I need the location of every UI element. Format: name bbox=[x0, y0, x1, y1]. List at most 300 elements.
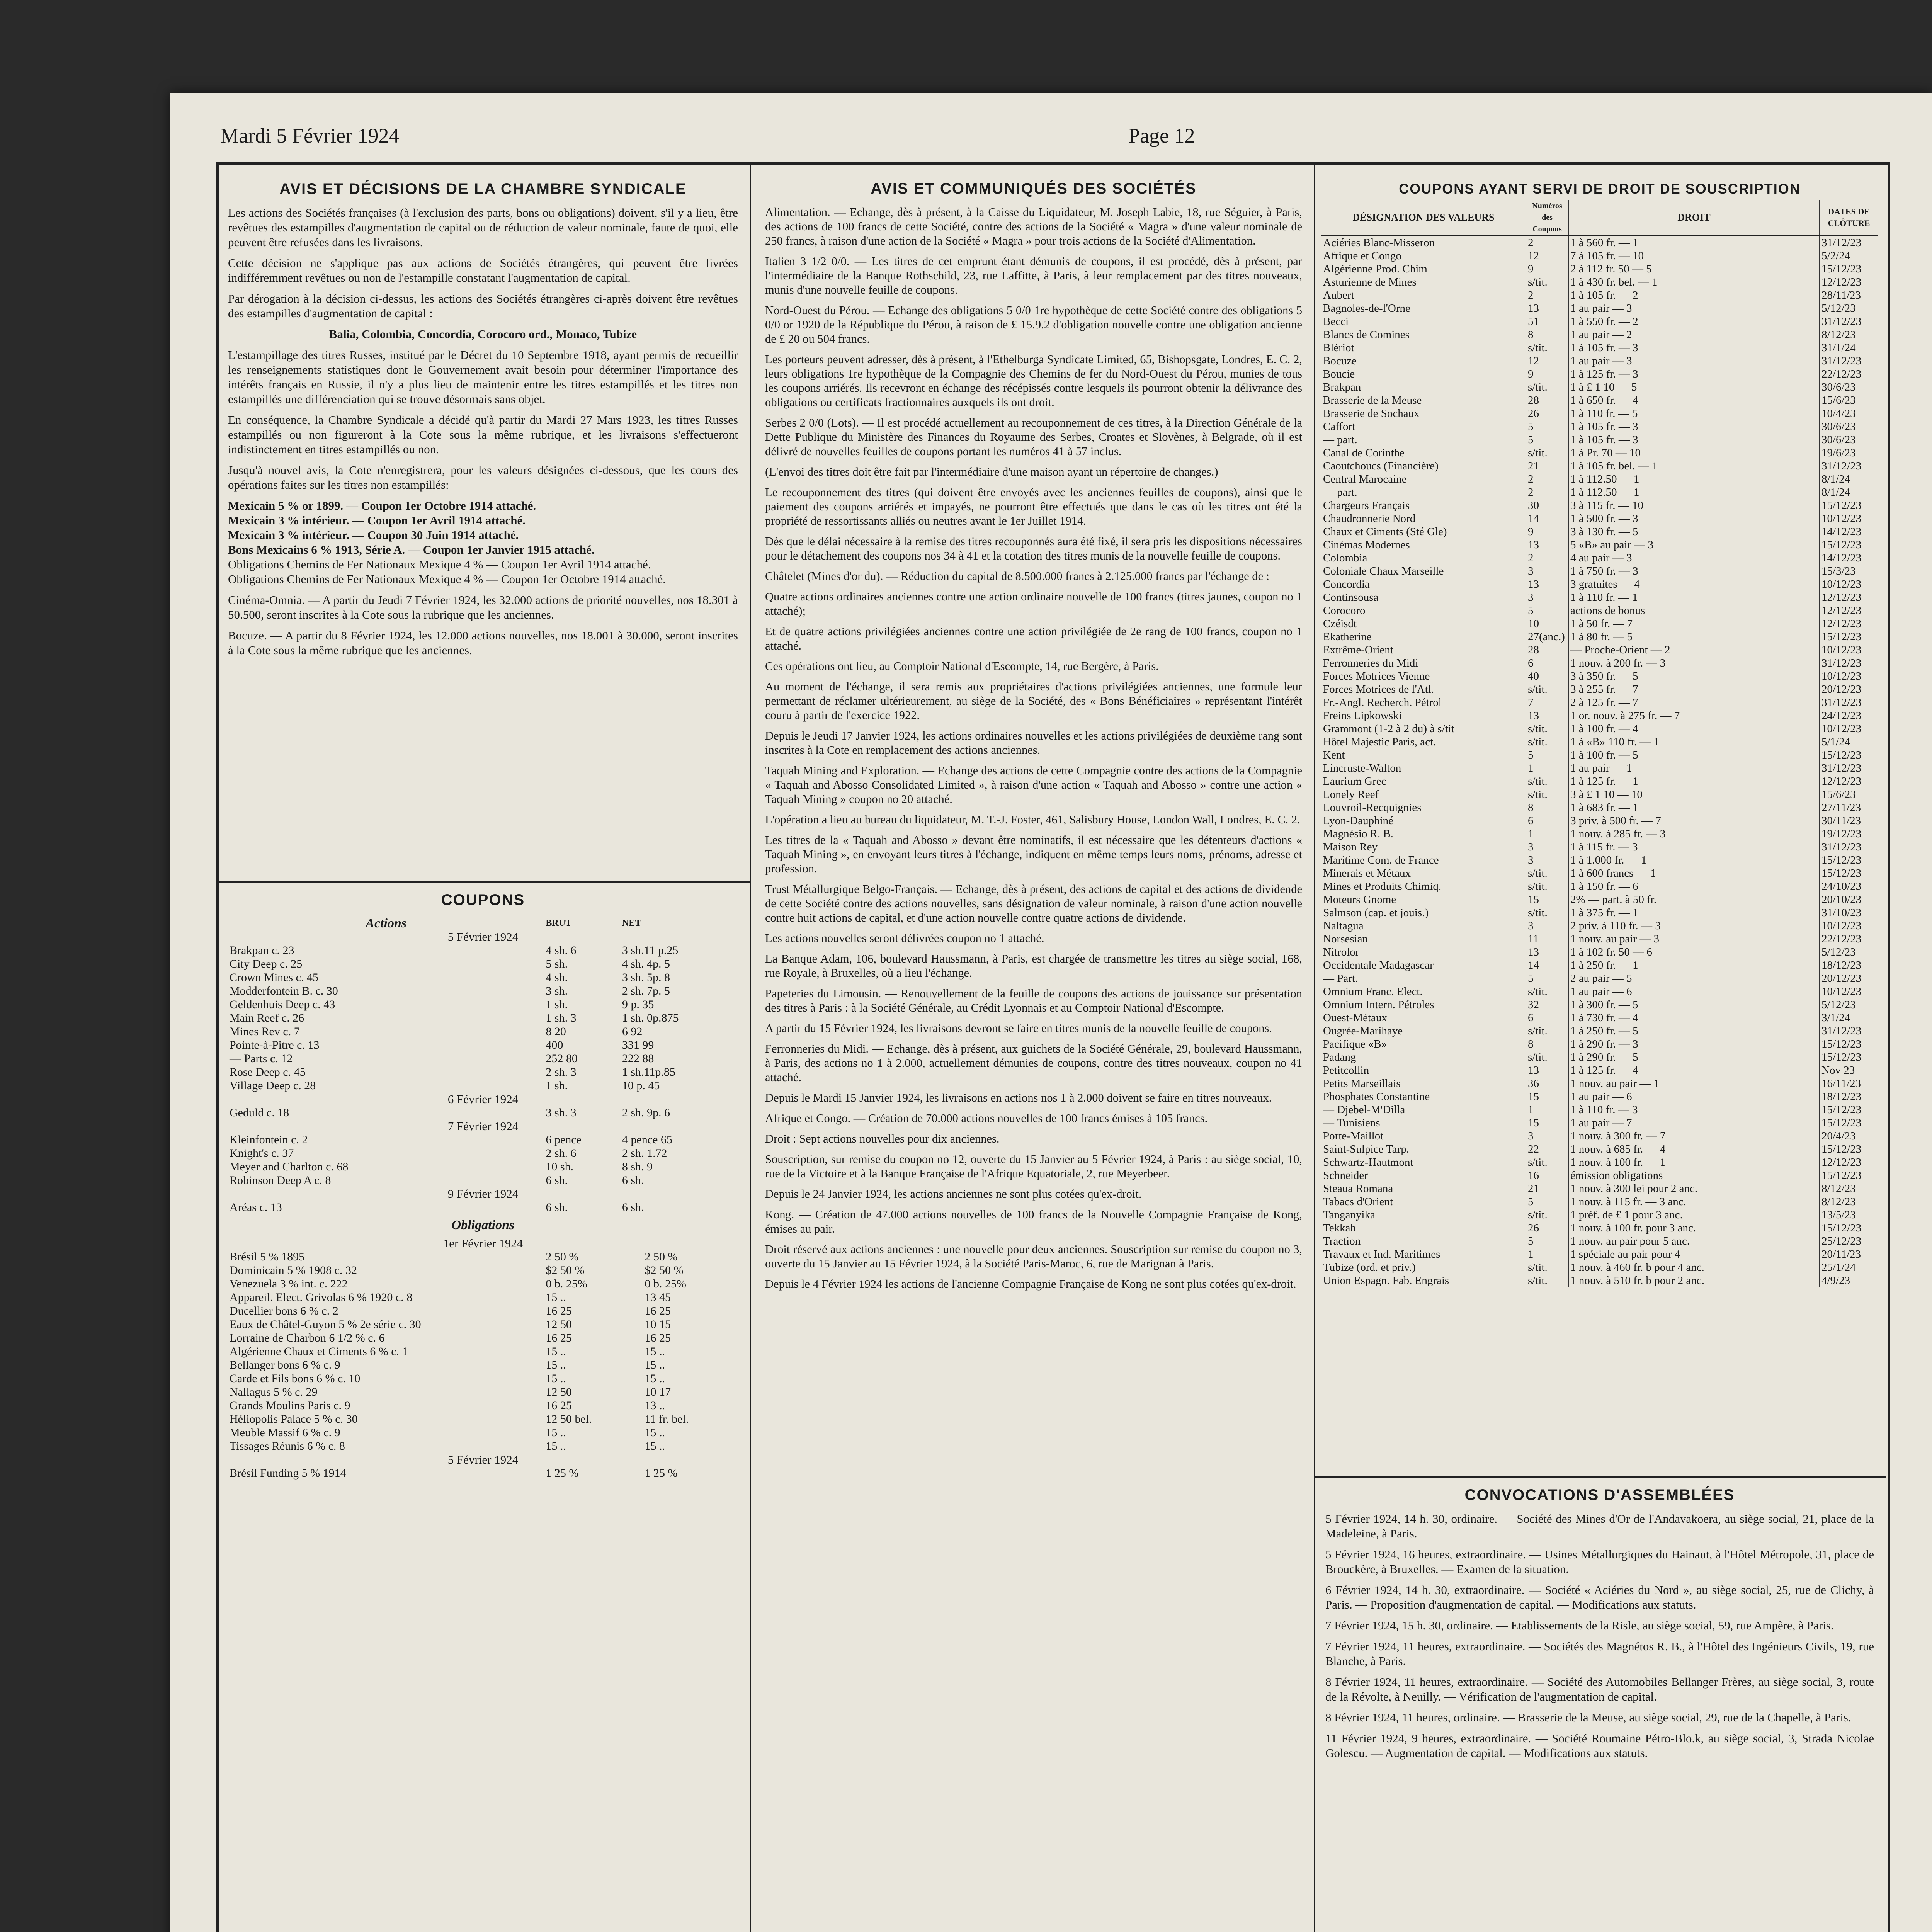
convocation-paragraph: 11 Février 1924, 9 heures, extraordinaire. — Société Roumaine Pétro-Blo.k, au siège social, 3, Strada Nicolae Golescu. — Augmentation de capital. — Modifications aux statuts. bbox=[1325, 1731, 1874, 1760]
souscription-valeur: Becci bbox=[1321, 315, 1526, 328]
coupon-row bbox=[228, 1025, 738, 1038]
souscription-valeur: Porte-Maillot bbox=[1321, 1129, 1526, 1143]
souscription-droit: 1 à 110 fr. — 5 bbox=[1568, 407, 1820, 420]
souscription-valeur: Brakpan bbox=[1321, 381, 1526, 394]
souscription-table bbox=[1321, 200, 1878, 1287]
oblig-row bbox=[228, 1412, 738, 1426]
souscription-valeur: Laurium Grec bbox=[1321, 775, 1526, 788]
oblig-name: Eaux de Châtel-Guyon 5 % 2e série c. 30 bbox=[230, 1318, 421, 1331]
chambre-para: Obligations Chemins de Fer Nationaux Mexique 4 % — Coupon 1er Octobre 1914 attaché. bbox=[228, 572, 666, 586]
coupon-brut: 5 sh. bbox=[546, 957, 568, 970]
souscription-date: 10/12/23 bbox=[1821, 578, 1862, 590]
convocation-paragraph: 5 Février 1924, 16 heures, extraordinaire. — Usines Métallurgiques du Hainaut, à l'Hôtel Métropole, 31, place de Brouckère, à Bruxelles. — Examen de la situation. bbox=[1325, 1548, 1874, 1576]
convocations-paragraphs bbox=[1325, 1512, 1874, 1760]
souscription-row bbox=[1321, 499, 1878, 512]
coupon-row bbox=[228, 1160, 738, 1173]
coupon-brut: 4 sh. bbox=[546, 971, 568, 984]
oblig-brut: 12 50 bbox=[546, 1386, 572, 1398]
souscription-valeur: Blériot bbox=[1321, 341, 1526, 354]
chambre-syndicale-section bbox=[228, 178, 738, 873]
avis-paragraph: Taquah Mining and Exploration. — Echange des actions de cette Compagnie contre des actions de la Compagnie « Taquah and Abosso Consolidated Limited », à raison d'une action « Taquah and Abosso » contre une action « Taquah Mining » coupon no 20 attaché. bbox=[765, 764, 1302, 806]
oblig-brut: 1 25 % bbox=[546, 1467, 579, 1480]
souscription-droit: 3 à 115 fr. — 10 bbox=[1568, 499, 1820, 512]
chambre-para: Cette décision ne s'applique pas aux actions de Sociétés étrangères, qui peuvent être livrées indifféremment revêtues ou non de l'estampille constatant l'augmentation de capital. bbox=[228, 256, 738, 284]
souscription-droit: 3 priv. à 500 fr. — 7 bbox=[1568, 814, 1820, 827]
souscription-coupon: 26 bbox=[1526, 1221, 1568, 1235]
souscription-row bbox=[1321, 1103, 1878, 1116]
souscription-coupon: 8 bbox=[1526, 328, 1568, 341]
souscription-valeur: Schwartz-Hautmont bbox=[1321, 1156, 1526, 1169]
souscription-row bbox=[1321, 998, 1878, 1011]
souscription-coupon: 10 bbox=[1526, 617, 1568, 630]
coupon-row bbox=[228, 1201, 738, 1214]
souscription-droit: 1 préf. de £ 1 pour 3 anc. bbox=[1568, 1208, 1820, 1221]
souscription-droit: 1 à 300 fr. — 5 bbox=[1568, 998, 1820, 1011]
actions-label: Actions bbox=[366, 917, 407, 930]
souscription-valeur: Aubert bbox=[1321, 289, 1526, 302]
oblig-row bbox=[228, 1250, 738, 1264]
souscription-row bbox=[1321, 236, 1878, 250]
souscription-row bbox=[1321, 1195, 1878, 1208]
souscription-coupon: s/tit. bbox=[1526, 381, 1568, 394]
souscription-valeur: Maritime Com. de France bbox=[1321, 854, 1526, 867]
souscription-coupon: 9 bbox=[1526, 262, 1568, 276]
souscription-coupon: 1 bbox=[1526, 1248, 1568, 1261]
souscription-date: 12/12/23 bbox=[1821, 617, 1862, 630]
oblig-row bbox=[228, 1466, 738, 1480]
souscription-valeur: — Part. bbox=[1321, 972, 1526, 985]
souscription-coupon: 2 bbox=[1526, 551, 1568, 565]
avis-paragraph: (L'envoi des titres doit être fait par l'intermédiaire d'une maison ayant un répertoire de changes.) bbox=[765, 465, 1218, 478]
column-rule-2 bbox=[1314, 165, 1315, 1932]
souscription-date: 8/1/24 bbox=[1821, 486, 1850, 498]
souscription-coupon: 30 bbox=[1526, 499, 1568, 512]
souscription-droit: 1 nouv. à 685 fr. — 4 bbox=[1568, 1143, 1820, 1156]
coupon-date-row bbox=[228, 1187, 738, 1201]
convocation-paragraph: 6 Février 1924, 14 h. 30, extraordinaire. — Société « Aciéries du Nord », au siège social, 25, rue de Clichy, à Paris. — Proposition d'augmentation de capital. — Modifications aux statuts. bbox=[1325, 1583, 1874, 1611]
souscription-droit: 1 à 250 fr. — 5 bbox=[1568, 1024, 1820, 1037]
souscription-valeur: Cinémas Modernes bbox=[1321, 538, 1526, 551]
coupons-obligations-table bbox=[228, 1236, 738, 1480]
souscription-droit: 1 nouv. au pair — 1 bbox=[1568, 1077, 1820, 1090]
souscription-row bbox=[1321, 893, 1878, 906]
souscription-valeur: Afrique et Congo bbox=[1321, 249, 1526, 262]
souscription-droit: 1 au pair — 2 bbox=[1568, 328, 1820, 341]
souscription-date: 31/12/23 bbox=[1821, 236, 1862, 249]
souscription-row bbox=[1321, 578, 1878, 591]
coupon-name: Brakpan c. 23 bbox=[230, 944, 294, 957]
avis-paragraph: Italien 3 1/2 0/0. — Les titres de cet emprunt étant démunis de coupons, il est procédé, dès à présent, par l'intermédiaire de la Banque Rothschild, 23, rue Laffitte, à Paris, à leur remplacement par des titres nouveaux, munis d'une nouvelle feuille de coupons. bbox=[765, 255, 1302, 296]
oblig-net: 0 b. 25% bbox=[645, 1277, 686, 1290]
coupon-name: Mines Rev c. 7 bbox=[230, 1025, 300, 1038]
souscription-valeur: Saint-Sulpice Tarp. bbox=[1321, 1143, 1526, 1156]
souscription-valeur: Concordia bbox=[1321, 578, 1526, 591]
coupon-net: 9 p. 35 bbox=[622, 998, 654, 1011]
souscription-date: 15/12/23 bbox=[1821, 1169, 1862, 1182]
souscription-row bbox=[1321, 262, 1878, 276]
souscription-valeur: Asturienne de Mines bbox=[1321, 276, 1526, 289]
souscription-valeur: Ferronneries du Midi bbox=[1321, 656, 1526, 670]
souscription-date: 5/12/23 bbox=[1821, 998, 1856, 1011]
souscription-valeur: Grammont (1-2 à 2 du) à s/tit bbox=[1321, 722, 1526, 735]
souscription-date: 12/12/23 bbox=[1821, 1156, 1862, 1168]
oblig-name: Carde et Fils bons 6 % c. 10 bbox=[230, 1372, 361, 1385]
souscription-coupon: s/tit. bbox=[1526, 735, 1568, 748]
souscription-date: 20/12/23 bbox=[1821, 972, 1862, 985]
souscription-valeur: Lyon-Dauphiné bbox=[1321, 814, 1526, 827]
souscription-droit: 1 nouv. à 100 fr. pour 3 anc. bbox=[1568, 1221, 1820, 1235]
avis-paragraph: Le recouponnement des titres (qui doivent être envoyés avec les anciennes feuilles de coupons), ainsi que le paiement des coupons arriérés et impayés, ne pourront être effectués que dans le cas où les titres ont été la propriété de ressortissants alliés ou neutres avant le 1er Juillet 1914. bbox=[765, 486, 1302, 527]
souscription-coupon: 5 bbox=[1526, 433, 1568, 446]
coupon-brut: 1 sh. 3 bbox=[546, 1012, 577, 1024]
oblig-net: 10 15 bbox=[645, 1318, 671, 1331]
souscription-coupon: s/tit. bbox=[1526, 722, 1568, 735]
oblig-name: Bellanger bons 6 % c. 9 bbox=[230, 1359, 340, 1371]
coupon-net: 2 sh. 1.72 bbox=[622, 1147, 667, 1160]
souscription-date: 15/6/23 bbox=[1821, 788, 1856, 801]
souscription-row bbox=[1321, 1129, 1878, 1143]
souscription-valeur: Kent bbox=[1321, 748, 1526, 762]
souscription-row bbox=[1321, 591, 1878, 604]
oblig-date: 5 Février 1924 bbox=[447, 1453, 519, 1466]
oblig-net: 13 45 bbox=[645, 1291, 671, 1304]
souscription-coupon: 22 bbox=[1526, 1143, 1568, 1156]
oblig-net: 15 .. bbox=[645, 1426, 665, 1439]
souscription-droit: 1 à 112.50 — 1 bbox=[1568, 473, 1820, 486]
souscription-row bbox=[1321, 867, 1878, 880]
souscription-date: 8/12/23 bbox=[1821, 1182, 1856, 1195]
coupon-net: 2 sh. 7p. 5 bbox=[622, 985, 670, 997]
coupon-brut: 1 sh. bbox=[546, 998, 568, 1011]
souscription-row bbox=[1321, 1077, 1878, 1090]
souscription-droit: 1 au pair — 1 bbox=[1568, 762, 1820, 775]
convocation-paragraph: 8 Février 1924, 11 heures, extraordinaire. — Société des Automobiles Bellanger Frères, au siège social, 3, route de la Révolte, à Neuilly. — Vérification de l'augmentation de capital. bbox=[1325, 1675, 1874, 1703]
souscription-row bbox=[1321, 381, 1878, 394]
souscription-row bbox=[1321, 722, 1878, 735]
coupons-section bbox=[228, 889, 738, 1932]
souscription-coupon: 21 bbox=[1526, 1182, 1568, 1195]
coupon-brut: 1 sh. bbox=[546, 1079, 568, 1092]
souscription-date: 20/4/23 bbox=[1821, 1130, 1856, 1142]
coupon-date-row bbox=[228, 1119, 738, 1133]
souscription-row bbox=[1321, 617, 1878, 630]
souscription-date: 15/12/23 bbox=[1821, 1143, 1862, 1155]
avis-paragraph: Souscription, sur remise du coupon no 12, ouverte du 15 Janvier au 5 Février 1924, à Paris : au siège social, 10, rue de la Victoire et à la Banque Française de l'Afrique Equatoriale, 2, rue Meyerbeer. bbox=[765, 1153, 1302, 1180]
avis-paragraph: La Banque Adam, 106, boulevard Haussmann, à Paris, est chargée de transmettre les titres au siège social, 168, rue Royale, à Bruxelles, où a lieu l'échange. bbox=[765, 952, 1302, 980]
souscription-droit: 3 à 350 fr. — 5 bbox=[1568, 670, 1820, 683]
souscription-row bbox=[1321, 1037, 1878, 1051]
oblig-row bbox=[228, 1264, 738, 1277]
souscription-date: 31/12/23 bbox=[1821, 762, 1862, 774]
souscription-row bbox=[1321, 814, 1878, 827]
oblig-net: 15 .. bbox=[645, 1440, 665, 1452]
souscription-droit: 1 nouv. à 100 fr. — 1 bbox=[1568, 1156, 1820, 1169]
souscription-date: 15/12/23 bbox=[1821, 1104, 1862, 1116]
souscription-row bbox=[1321, 354, 1878, 367]
coupon-name: City Deep c. 25 bbox=[230, 957, 303, 970]
oblig-brut: 2 50 % bbox=[546, 1250, 579, 1263]
souscription-coupon: 36 bbox=[1526, 1077, 1568, 1090]
souscription-valeur: Forces Motrices Vienne bbox=[1321, 670, 1526, 683]
souscription-date: 8/1/24 bbox=[1821, 473, 1850, 485]
coupon-brut: 252 80 bbox=[546, 1052, 578, 1065]
souscription-valeur: Freins Lipkowski bbox=[1321, 709, 1526, 722]
souscription-date: 16/11/23 bbox=[1821, 1077, 1861, 1090]
souscription-row bbox=[1321, 775, 1878, 788]
souscription-droit: 1 à 125 fr. — 4 bbox=[1568, 1064, 1820, 1077]
souscription-row bbox=[1321, 827, 1878, 840]
souscription-date: 8/12/23 bbox=[1821, 1196, 1856, 1208]
souscription-date: 3/1/24 bbox=[1821, 1012, 1850, 1024]
souscription-date: 28/11/23 bbox=[1821, 289, 1861, 301]
oblig-net: 1 25 % bbox=[645, 1467, 678, 1480]
souscription-row bbox=[1321, 1064, 1878, 1077]
souscription-date: 10/12/23 bbox=[1821, 723, 1862, 735]
souscription-droit: 1 nouv. à 285 fr. — 3 bbox=[1568, 827, 1820, 840]
souscription-date: 30/11/23 bbox=[1821, 815, 1861, 827]
souscription-valeur: Bocuze bbox=[1321, 354, 1526, 367]
chambre-para: Bocuze. — A partir du 8 Février 1924, les 12.000 actions nouvelles, nos 18.001 à 30.000, seront inscrites à la Cote sous la même rubrique que les anciennes. bbox=[228, 629, 738, 657]
souscription-date: 12/12/23 bbox=[1821, 276, 1862, 288]
souscription-row bbox=[1321, 394, 1878, 407]
souscription-row bbox=[1321, 446, 1878, 459]
avis-paragraph: Alimentation. — Echange, dès à présent, à la Caisse du Liquidateur, M. Joseph Labie, 18, rue Séguier, à Paris, des actions de 100 francs de cette Société, contre des actions de la Société « Magra » d'une valeur nominale de 250 francs, à raison d'une action de la Société « Magra » pour trois actions de la Société d'Alimentation. bbox=[765, 206, 1302, 247]
oblig-row bbox=[228, 1304, 738, 1318]
souscription-valeur: Steaua Romana bbox=[1321, 1182, 1526, 1195]
souscription-row bbox=[1321, 302, 1878, 315]
oblig-brut: 15 .. bbox=[546, 1345, 566, 1358]
souscription-row bbox=[1321, 407, 1878, 420]
souscription-coupon: 3 bbox=[1526, 854, 1568, 867]
coupon-row bbox=[228, 957, 738, 971]
avis-paragraph: Trust Métallurgique Belgo-Français. — Echange, dès à présent, des actions de capital et des actions de dividende de cette Société contre des actions nouvelles, sans désignation de valeur nominale, à raison d'une action nouvelle contre huit actions de capital, et d'une action nouvelle contre quatre actions de dividende. bbox=[765, 883, 1302, 924]
souscription-date: 12/12/23 bbox=[1821, 591, 1862, 604]
souscription-droit: actions de bonus bbox=[1568, 604, 1820, 617]
coupon-name: — Parts c. 12 bbox=[230, 1052, 293, 1065]
souscription-coupon: 28 bbox=[1526, 394, 1568, 407]
souscription-droit: 1 à 100 fr. — 4 bbox=[1568, 722, 1820, 735]
souscription-row bbox=[1321, 1011, 1878, 1024]
coupon-row bbox=[228, 998, 738, 1011]
souscription-coupon: 26 bbox=[1526, 407, 1568, 420]
souscription-coupon: 9 bbox=[1526, 525, 1568, 538]
souscription-droit: 2 priv. à 110 fr. — 3 bbox=[1568, 919, 1820, 932]
coupon-net: 3 sh. 5p. 8 bbox=[622, 971, 670, 984]
souscription-droit: 3 à 255 fr. — 7 bbox=[1568, 683, 1820, 696]
souscription-droit: 1 à 560 fr. — 1 bbox=[1568, 236, 1820, 250]
souscription-valeur: Tanganyika bbox=[1321, 1208, 1526, 1221]
souscription-droit: 1 à 683 fr. — 1 bbox=[1568, 801, 1820, 814]
avis-paragraph: L'opération a lieu au bureau du liquidateur, M. T.-J. Foster, 461, Salisbury House, London Wall, Londres, E. C. 2. bbox=[765, 813, 1300, 826]
souscription-droit: 2 à 112 fr. 50 — 5 bbox=[1568, 262, 1820, 276]
oblig-row bbox=[228, 1385, 738, 1399]
coupon-brut: 4 sh. 6 bbox=[546, 944, 577, 957]
oblig-row bbox=[228, 1358, 738, 1372]
souscription-droit: 1 à 600 francs — 1 bbox=[1568, 867, 1820, 880]
avis-section bbox=[765, 178, 1302, 1932]
souscription-valeur: Czéisdt bbox=[1321, 617, 1526, 630]
chambre-para: Mexicain 3 % intérieur. — Coupon 1er Avril 1914 attaché. bbox=[228, 514, 526, 527]
oblig-row bbox=[228, 1372, 738, 1385]
coupon-name: Modderfontein B. c. 30 bbox=[230, 985, 338, 997]
avis-paragraphs bbox=[765, 205, 1302, 1291]
souscription-valeur: Occidentale Madagascar bbox=[1321, 959, 1526, 972]
souscription-date: 20/12/23 bbox=[1821, 683, 1862, 696]
coupon-net: 4 pence 65 bbox=[622, 1133, 672, 1146]
coupon-name: Robinson Deep A c. 8 bbox=[230, 1174, 331, 1187]
souscription-valeur: Extrême-Orient bbox=[1321, 643, 1526, 656]
left-section-rule bbox=[219, 881, 750, 883]
obligations-label: Obligations bbox=[451, 1218, 515, 1232]
avis-paragraph: Au moment de l'échange, il sera remis aux propriétaires d'actions privilégiées anciennes, une formule leur permettant de réclamer ultérieurement, au siège de la Société, des « Bons Bénéficiaires » représentant l'intérêt couru à partir de l'exercice 1922. bbox=[765, 680, 1302, 722]
coupon-net: 222 88 bbox=[622, 1052, 654, 1065]
newspaper-page bbox=[170, 93, 1932, 1932]
souscription-row bbox=[1321, 1169, 1878, 1182]
avis-paragraph: Les actions nouvelles seront délivrées coupon no 1 attaché. bbox=[765, 932, 1044, 945]
souscription-date: 20/10/23 bbox=[1821, 893, 1862, 906]
souscription-coupon: s/tit. bbox=[1526, 867, 1568, 880]
souscription-coupon: 2 bbox=[1526, 486, 1568, 499]
souscription-coupon: 1 bbox=[1526, 827, 1568, 840]
oblig-net: 10 17 bbox=[645, 1386, 671, 1398]
souscription-droit: 1 à 80 fr. — 5 bbox=[1568, 630, 1820, 643]
souscription-droit: 1 au pair — 3 bbox=[1568, 354, 1820, 367]
souscription-row bbox=[1321, 1235, 1878, 1248]
souscription-date: 10/12/23 bbox=[1821, 644, 1862, 656]
souscription-coupon: s/tit. bbox=[1526, 683, 1568, 696]
avis-paragraph: Châtelet (Mines d'or du). — Réduction du capital de 8.500.000 francs à 2.125.000 francs par l'échange de : bbox=[765, 570, 1270, 583]
souscription-valeur: Tubize (ord. et priv.) bbox=[1321, 1261, 1526, 1274]
souscription-row bbox=[1321, 1274, 1878, 1287]
coupon-row bbox=[228, 1011, 738, 1025]
souscription-valeur: Brasserie de la Meuse bbox=[1321, 394, 1526, 407]
obligations-groups bbox=[228, 1236, 738, 1480]
convocations-section bbox=[1325, 1484, 1874, 1932]
coupon-name: Crown Mines c. 45 bbox=[230, 971, 318, 984]
souscription-droit: 3 à 130 fr. — 5 bbox=[1568, 525, 1820, 538]
col-droit: DROIT bbox=[1568, 200, 1820, 236]
oblig-date: 1er Février 1924 bbox=[443, 1236, 523, 1250]
coupon-date: 6 Février 1924 bbox=[447, 1092, 519, 1106]
coupon-name: Rose Deep c. 45 bbox=[230, 1066, 306, 1078]
coupon-row bbox=[228, 1146, 738, 1160]
convocation-paragraph: 5 Février 1924, 14 h. 30, ordinaire. — Société des Mines d'Or de l'Andavakoera, au siège social, 21, place de la Madeleine, à Paris. bbox=[1325, 1512, 1874, 1540]
souscription-droit: 1 nouv. au pair pour 5 anc. bbox=[1568, 1235, 1820, 1248]
souscription-date: 31/12/23 bbox=[1821, 841, 1862, 853]
convocation-paragraph: 7 Février 1924, 11 heures, extraordinaire. — Sociétés des Magnétos R. B., à l'Hôtel des Ingénieurs Civils, 19, rue Blanche, à Paris. bbox=[1325, 1639, 1874, 1668]
souscription-date: 5/1/24 bbox=[1821, 736, 1850, 748]
souscription-coupon: 14 bbox=[1526, 512, 1568, 525]
souscription-droit: 2 à 125 fr. — 7 bbox=[1568, 696, 1820, 709]
souscription-valeur: Salmson (cap. et jouis.) bbox=[1321, 906, 1526, 919]
souscription-date: 30/6/23 bbox=[1821, 420, 1856, 433]
souscription-valeur: Ekatherine bbox=[1321, 630, 1526, 643]
column-rule-1 bbox=[750, 165, 751, 1932]
souscription-date: 10/12/23 bbox=[1821, 920, 1862, 932]
souscription-coupon: 14 bbox=[1526, 959, 1568, 972]
souscription-valeur: Maison Rey bbox=[1321, 840, 1526, 854]
chambre-para: Cinéma-Omnia. — A partir du Jeudi 7 Février 1924, les 32.000 actions de priorité nouvelles, nos 18.301 à 50.500, seront inscrites à la Cote sous la rubrique que les anciennes. bbox=[228, 593, 738, 621]
souscription-date: 15/12/23 bbox=[1821, 1038, 1862, 1050]
souscription-valeur: Union Espagn. Fab. Engrais bbox=[1321, 1274, 1526, 1287]
coupon-row bbox=[228, 1052, 738, 1065]
souscription-coupon: 5 bbox=[1526, 748, 1568, 762]
souscription-date: 22/12/23 bbox=[1821, 933, 1862, 945]
coupon-brut: 10 sh. bbox=[546, 1160, 574, 1173]
avis-paragraph: Kong. — Création de 47.000 actions nouvelles de 100 francs de la Nouvelle Compagnie Française de Kong, émises au pair. bbox=[765, 1208, 1302, 1235]
chambre-para: Obligations Chemins de Fer Nationaux Mexique 4 % — Coupon 1er Avril 1914 attaché. bbox=[228, 558, 651, 571]
souscription-row bbox=[1321, 249, 1878, 262]
souscription-date: 31/12/23 bbox=[1821, 1025, 1862, 1037]
chambre-title: AVIS ET DÉCISIONS DE LA CHAMBRE SYNDICALE bbox=[279, 180, 687, 197]
souscription-coupon: s/tit. bbox=[1526, 1051, 1568, 1064]
oblig-brut: 12 50 bel. bbox=[546, 1413, 592, 1425]
souscription-valeur: — part. bbox=[1321, 486, 1526, 499]
souscription-coupon: 3 bbox=[1526, 919, 1568, 932]
souscription-row bbox=[1321, 762, 1878, 775]
souscription-coupon: 15 bbox=[1526, 893, 1568, 906]
souscription-row bbox=[1321, 433, 1878, 446]
souscription-valeur: Padang bbox=[1321, 1051, 1526, 1064]
oblig-net: 13 .. bbox=[645, 1399, 665, 1412]
avis-paragraph: Nord-Ouest du Pérou. — Echange des obligations 5 0/0 1re hypothèque de cette Société contre des obligations 5 0/0 or 1920 de la République du Pérou, à raison de £ 15.9.2 d'obligation nouvelle contre une obligation ancienne de £ 20 ou 504 francs. bbox=[765, 304, 1302, 345]
souscription-coupon: 16 bbox=[1526, 1169, 1568, 1182]
coupon-name: Meyer and Charlton c. 68 bbox=[230, 1160, 349, 1173]
coupon-net: 2 sh. 9p. 6 bbox=[622, 1106, 670, 1119]
oblig-brut: 15 .. bbox=[546, 1440, 566, 1452]
souscription-date: 15/12/23 bbox=[1821, 749, 1862, 761]
souscription-date: 24/10/23 bbox=[1821, 880, 1862, 893]
avis-paragraph: Les porteurs peuvent adresser, dès à présent, à l'Ethelburga Syndicate Limited, 65, Bishopsgate, Londres, E. C. 2, leurs obligations 1re hypothèque de la Compagnie des Chemins de fer du Nord-Ouest du Pérou, munies de tous les coupons arriérés. Ils recevront en échange des récépissés contre lesquels ils pourront obtenir la délivrance des obligations ou certificats fractionnaires auxquels ils ont droit. bbox=[765, 353, 1302, 409]
chambre-para: Mexicain 3 % intérieur. — Coupon 30 Juin 1914 attaché. bbox=[228, 528, 519, 542]
souscription-valeur: Tekkah bbox=[1321, 1221, 1526, 1235]
souscription-date: 10/4/23 bbox=[1821, 407, 1856, 420]
oblig-row bbox=[228, 1399, 738, 1412]
col-brut: BRUT bbox=[546, 918, 572, 928]
souscription-droit: 1 nouv. à 300 lei pour 2 anc. bbox=[1568, 1182, 1820, 1195]
coupon-row bbox=[228, 1079, 738, 1092]
oblig-name: Tissages Réunis 6 % c. 8 bbox=[230, 1440, 345, 1452]
souscription-valeur: — part. bbox=[1321, 433, 1526, 446]
oblig-net: 11 fr. bel. bbox=[645, 1413, 689, 1425]
souscription-row bbox=[1321, 880, 1878, 893]
souscription-valeur: Boucie bbox=[1321, 367, 1526, 381]
souscription-coupon: 5 bbox=[1526, 604, 1568, 617]
souscription-coupon: 5 bbox=[1526, 1235, 1568, 1248]
souscription-date: 12/12/23 bbox=[1821, 775, 1862, 787]
oblig-brut: 15 .. bbox=[546, 1291, 566, 1304]
souscription-coupon: 15 bbox=[1526, 1116, 1568, 1129]
souscription-row bbox=[1321, 959, 1878, 972]
souscription-coupon: s/tit. bbox=[1526, 1156, 1568, 1169]
souscription-valeur: — Tunisiens bbox=[1321, 1116, 1526, 1129]
souscription-row bbox=[1321, 525, 1878, 538]
souscription-droit: 2% — part. à 50 fr. bbox=[1568, 893, 1820, 906]
souscription-coupon: 13 bbox=[1526, 578, 1568, 591]
souscription-coupon: 1 bbox=[1526, 1103, 1568, 1116]
souscription-coupon: s/tit. bbox=[1526, 1274, 1568, 1287]
souscription-coupon: 21 bbox=[1526, 459, 1568, 473]
souscription-row bbox=[1321, 1143, 1878, 1156]
souscription-date: 15/3/23 bbox=[1821, 565, 1856, 577]
coupon-brut: 6 pence bbox=[546, 1133, 582, 1146]
souscription-row bbox=[1321, 512, 1878, 525]
oblig-brut: 16 25 bbox=[546, 1304, 572, 1317]
oblig-date-row bbox=[228, 1453, 738, 1466]
souscription-date: 15/12/23 bbox=[1821, 1222, 1862, 1234]
coupon-name: Village Deep c. 28 bbox=[230, 1079, 316, 1092]
souscription-coupon: 5 bbox=[1526, 1195, 1568, 1208]
